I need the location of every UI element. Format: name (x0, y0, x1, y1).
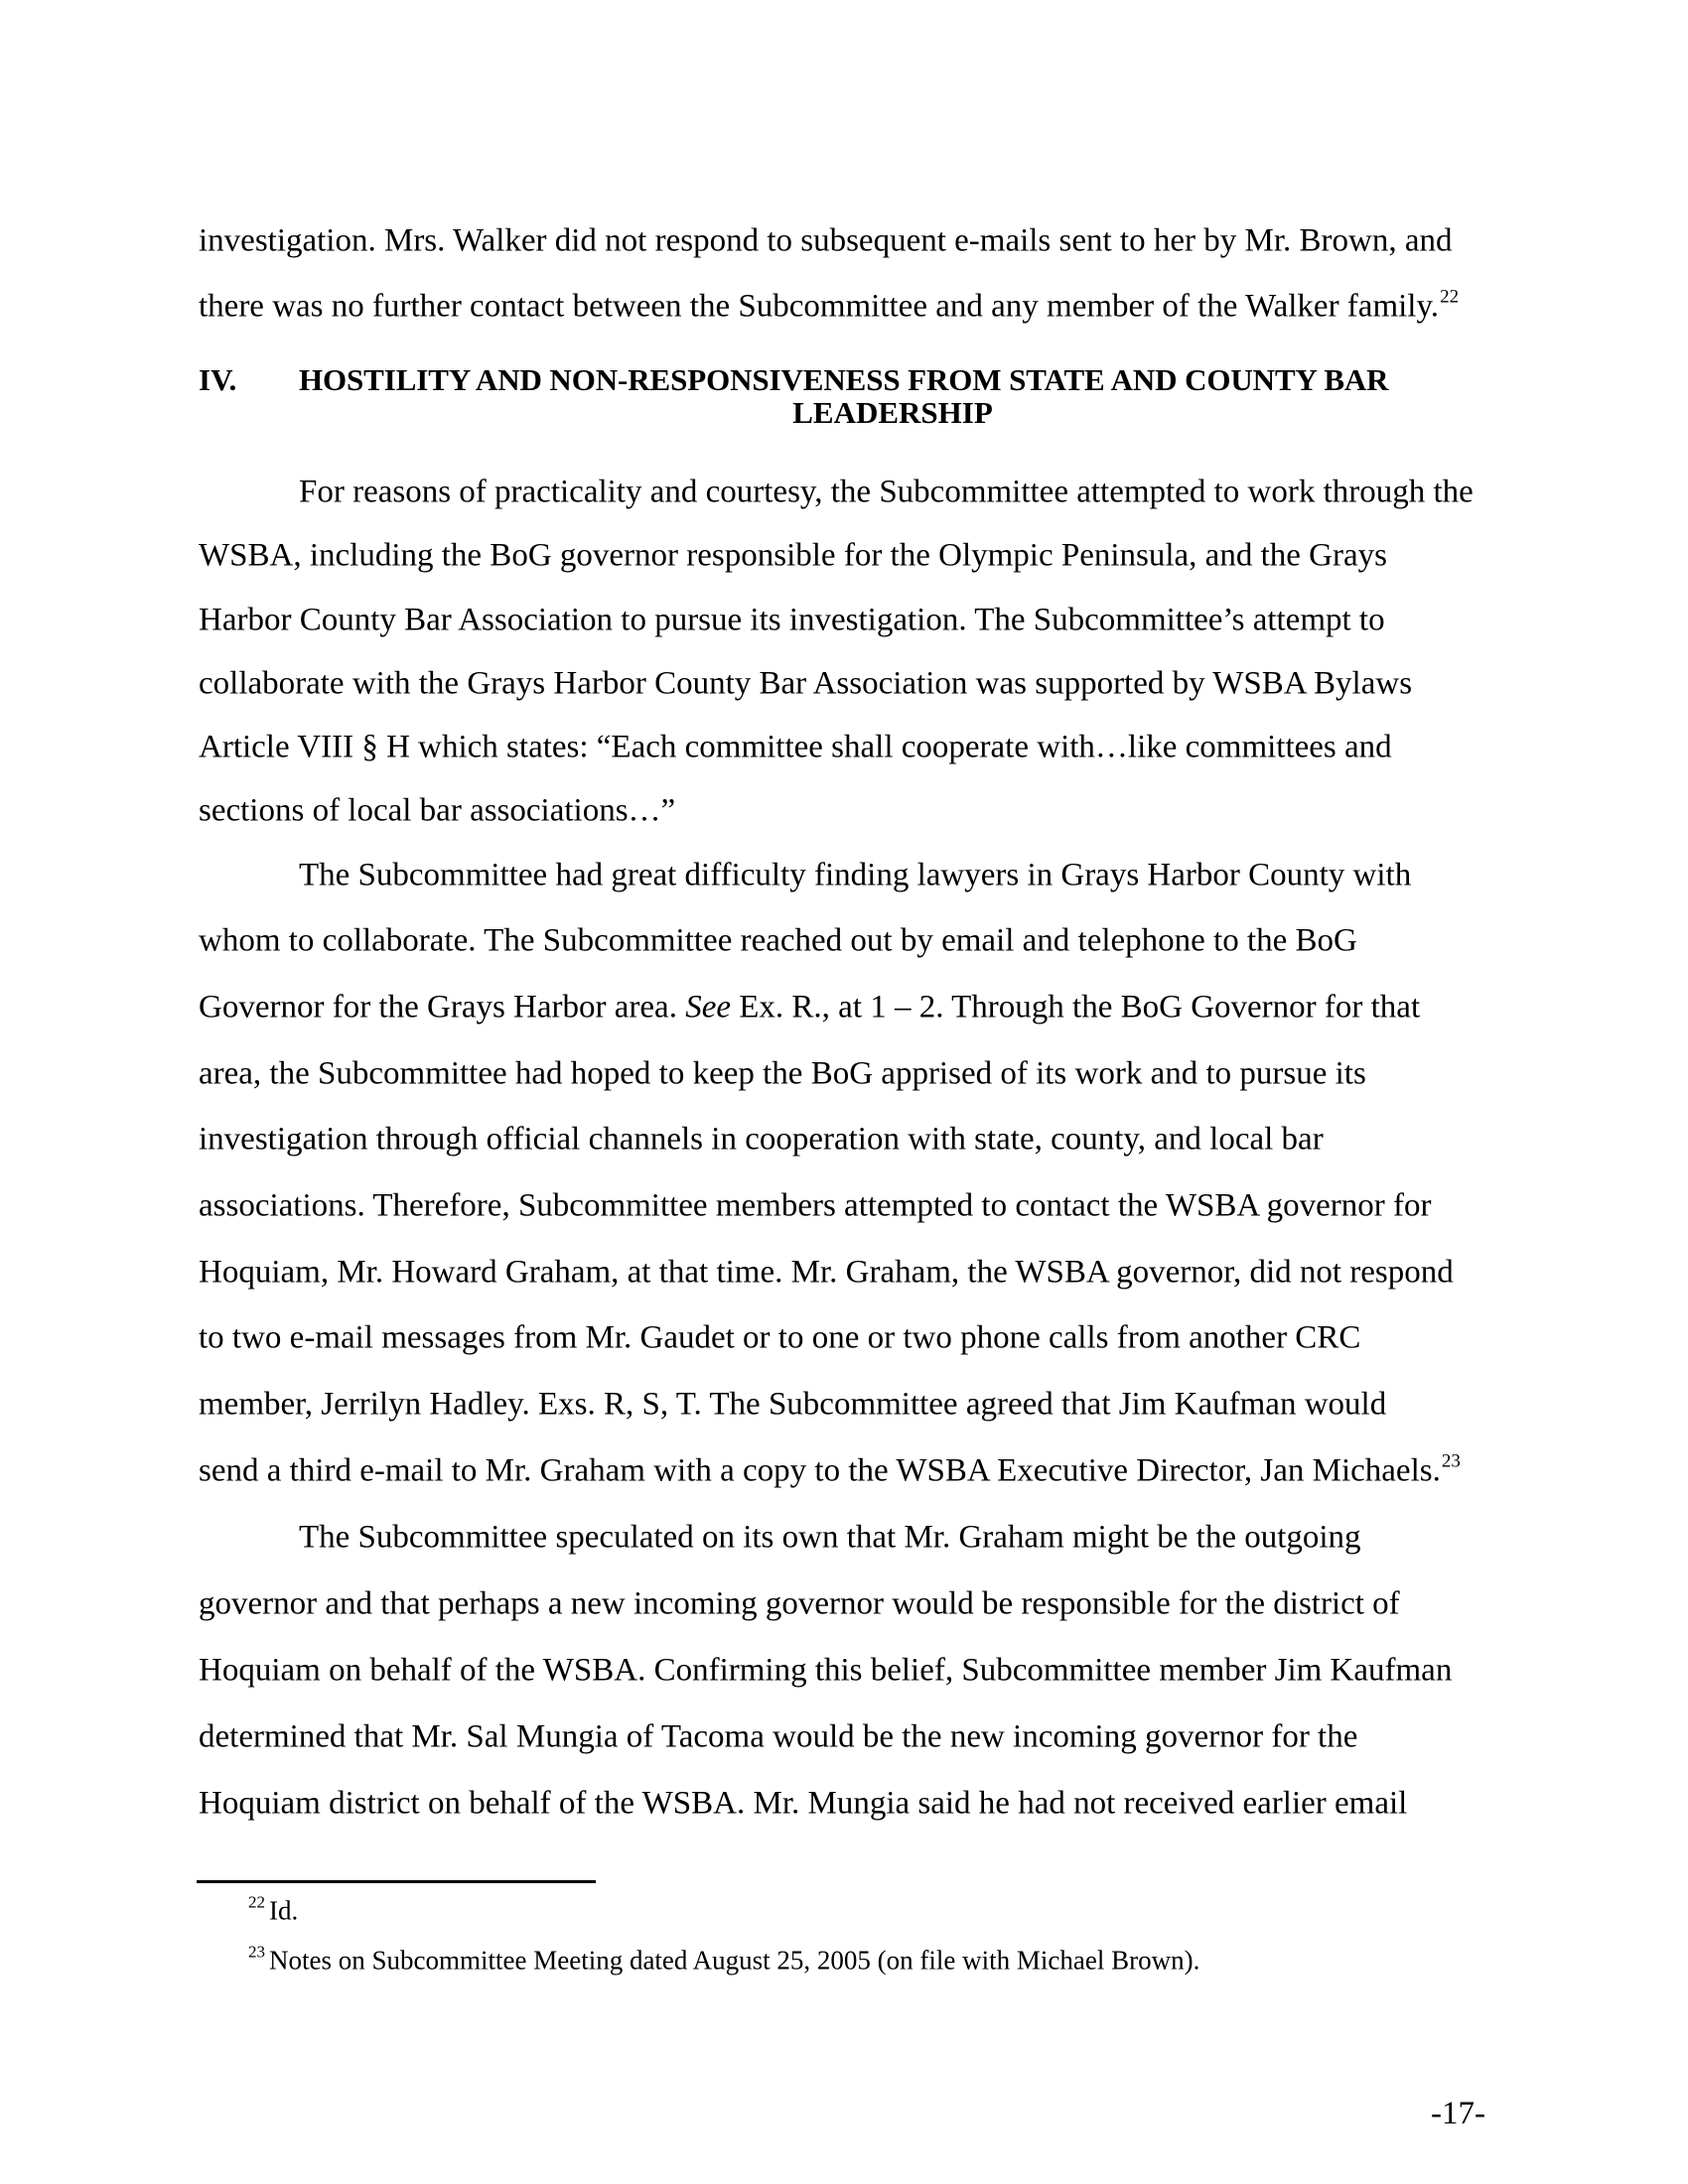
text-line (199, 989, 1421, 1025)
text-line (199, 286, 1460, 325)
footnote-23 (248, 1942, 1200, 1976)
text-line: member, Jerrilyn Hadley. Exs. R, S, T. The Subcommittee agreed that Jim Kaufman would (199, 1386, 1387, 1423)
footnote-text: Id. (269, 1895, 299, 1926)
text-line: governor and that perhaps a new incoming governor would be responsible for the district of (199, 1585, 1400, 1622)
footnote-reference-23[interactable]: 23 (1441, 1450, 1461, 1472)
text-line: For reasons of practicality and courtesy, the Subcommittee attempted to work through the (299, 474, 1474, 510)
text-line (199, 1450, 1461, 1489)
text-line: Hoquiam, Mr. Howard Graham, at that time. Mr. Graham, the WSBA governor, did not respond (199, 1254, 1454, 1291)
footnote-separator (197, 1880, 596, 1883)
text-line: investigation through official channels in cooperation with state, county, and local bar (199, 1121, 1324, 1158)
footnote-mark: 23 (248, 1942, 265, 1962)
text-segment: Ex. R., at 1 – 2. Through the BoG Governor for that (731, 989, 1421, 1025)
footnote-reference-22[interactable]: 22 (1440, 286, 1460, 308)
section-title-line-1: HOSTILITY AND NON-RESPONSIVENESS FROM STATE AND COUNTY BAR (299, 362, 1389, 398)
text-line: Hoquiam district on behalf of the WSBA. Mr. Mungia said he had not received earlier email (199, 1785, 1408, 1822)
text-line: sections of local bar associations…” (199, 792, 676, 829)
text-line: area, the Subcommittee had hoped to keep the BoG apprised of its work and to pursue its (199, 1055, 1366, 1092)
text-segment: Governor for the Grays Harbor area. (199, 989, 686, 1025)
text-line: Article VIII § H which states: “Each committee shall cooperate with…like committees and (199, 729, 1392, 765)
text-line: investigation. Mrs. Walker did not respond to subsequent e-mails sent to her by Mr. Brown, and (199, 222, 1453, 259)
footnote-mark: 22 (248, 1892, 265, 1912)
text-line: The Subcommittee speculated on its own that Mr. Graham might be the outgoing (299, 1519, 1361, 1556)
footnote-text: Notes on Subcommittee Meeting dated August 25, 2005 (on file with Michael Brown). (269, 1945, 1200, 1976)
text-line: to two e-mail messages from Mr. Gaudet or to one or two phone calls from another CRC (199, 1319, 1361, 1356)
text-line: whom to collaborate. The Subcommittee reached out by email and telephone to the BoG (199, 922, 1357, 959)
text-line: collaborate with the Grays Harbor County Bar Association was supported by WSBA Bylaws (199, 665, 1413, 702)
text-line-content: send a third e-mail to Mr. Graham with a copy to the WSBA Executive Director, Jan Michaels. (199, 1452, 1441, 1489)
section-title-line-2: LEADERSHIP (792, 395, 993, 431)
text-line: Hoquiam on behalf of the WSBA. Confirming this belief, Subcommittee member Jim Kaufman (199, 1652, 1453, 1689)
text-line: Harbor County Bar Association to pursue its investigation. The Subcommittee’s attempt to (199, 602, 1385, 638)
text-line: WSBA, including the BoG governor responsible for the Olympic Peninsula, and the Grays (199, 537, 1387, 574)
footnote-22 (248, 1892, 299, 1926)
italic-signal-see: See (685, 989, 731, 1025)
section-number: IV. (199, 362, 237, 398)
text-line: The Subcommittee had great difficulty finding lawyers in Grays Harbor County with (299, 857, 1412, 893)
text-line: associations. Therefore, Subcommittee members attempted to contact the WSBA governor for (199, 1187, 1432, 1224)
text-line: determined that Mr. Sal Mungia of Tacoma would be the new incoming governor for the (199, 1718, 1358, 1755)
page-number: -17- (1431, 2096, 1485, 2131)
text-line-content: there was no further contact between the Subcommittee and any member of the Walker family. (199, 288, 1440, 325)
